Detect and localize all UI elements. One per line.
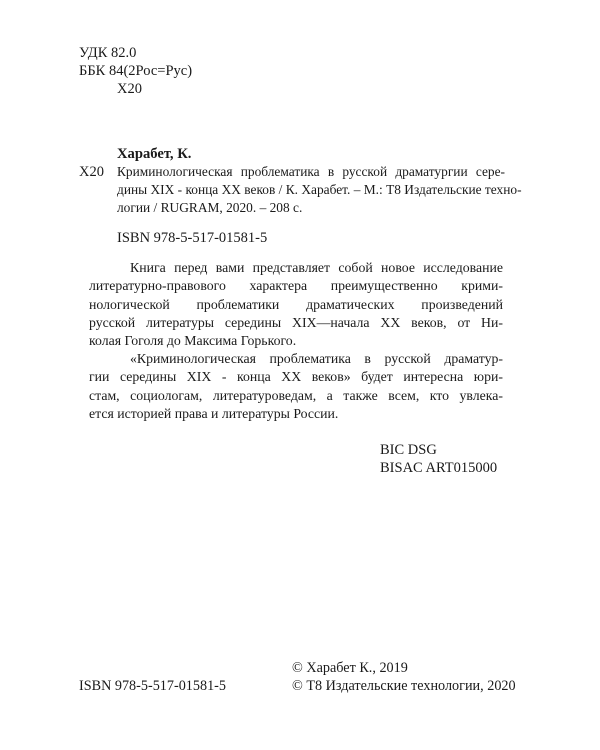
annotation-line: стам, социологам, литературоведам, а также всем, кто увлека- — [89, 387, 503, 403]
record-line-1: Криминологическая проблематика в русской драматургии сере- — [117, 164, 505, 179]
udk-code: УДК 82.0 — [79, 45, 137, 61]
author-sign-top: Х20 — [117, 81, 142, 97]
annotation-line: колая Гоголя до Максима Горького. — [89, 333, 297, 349]
annotation-paragraph-2 — [89, 350, 503, 423]
annotation-line: нологической проблематики драматических произведений — [89, 296, 503, 312]
bisac-code: BISAC ART015000 — [380, 460, 498, 476]
annotation-line: ется историей права и литературы России. — [89, 405, 339, 421]
copyright-author: © Харабет К., 2019 — [292, 660, 408, 676]
annotation-line: Книга перед вами представляет собой новое исследование — [130, 260, 503, 275]
isbn-footer: ISBN 978-5-517-01581-5 — [79, 678, 226, 694]
isbn-record: ISBN 978-5-517-01581-5 — [117, 230, 268, 246]
record-line-2: дины XIX - конца XX веков / К. Харабет. – М.: Т8 Издательские техно- — [117, 182, 522, 197]
author-sign-record: Х20 — [79, 164, 104, 180]
annotation-line: «Криминологическая проблематика в русской драматур- — [130, 351, 503, 366]
copyright-publisher: © Т8 Издательские технологии, 2020 — [292, 678, 516, 694]
annotation-paragraph-1 — [89, 259, 503, 350]
annotation-line: русской литературы середины XIX—начала XX веков, от Ни- — [89, 314, 503, 330]
author-name: Харабет, К. — [117, 146, 192, 162]
annotation-line: литературно-правового характера преимущественно крими- — [89, 278, 503, 294]
bic-code: BIC DSG — [380, 442, 437, 458]
annotation-line: гии середины XIX - конца XX веков» будет интересна юри- — [89, 369, 503, 385]
bbk-code: ББК 84(2Рос=Рус) — [79, 63, 193, 79]
record-line-3: логии / RUGRAM, 2020. – 208 с. — [117, 200, 303, 215]
